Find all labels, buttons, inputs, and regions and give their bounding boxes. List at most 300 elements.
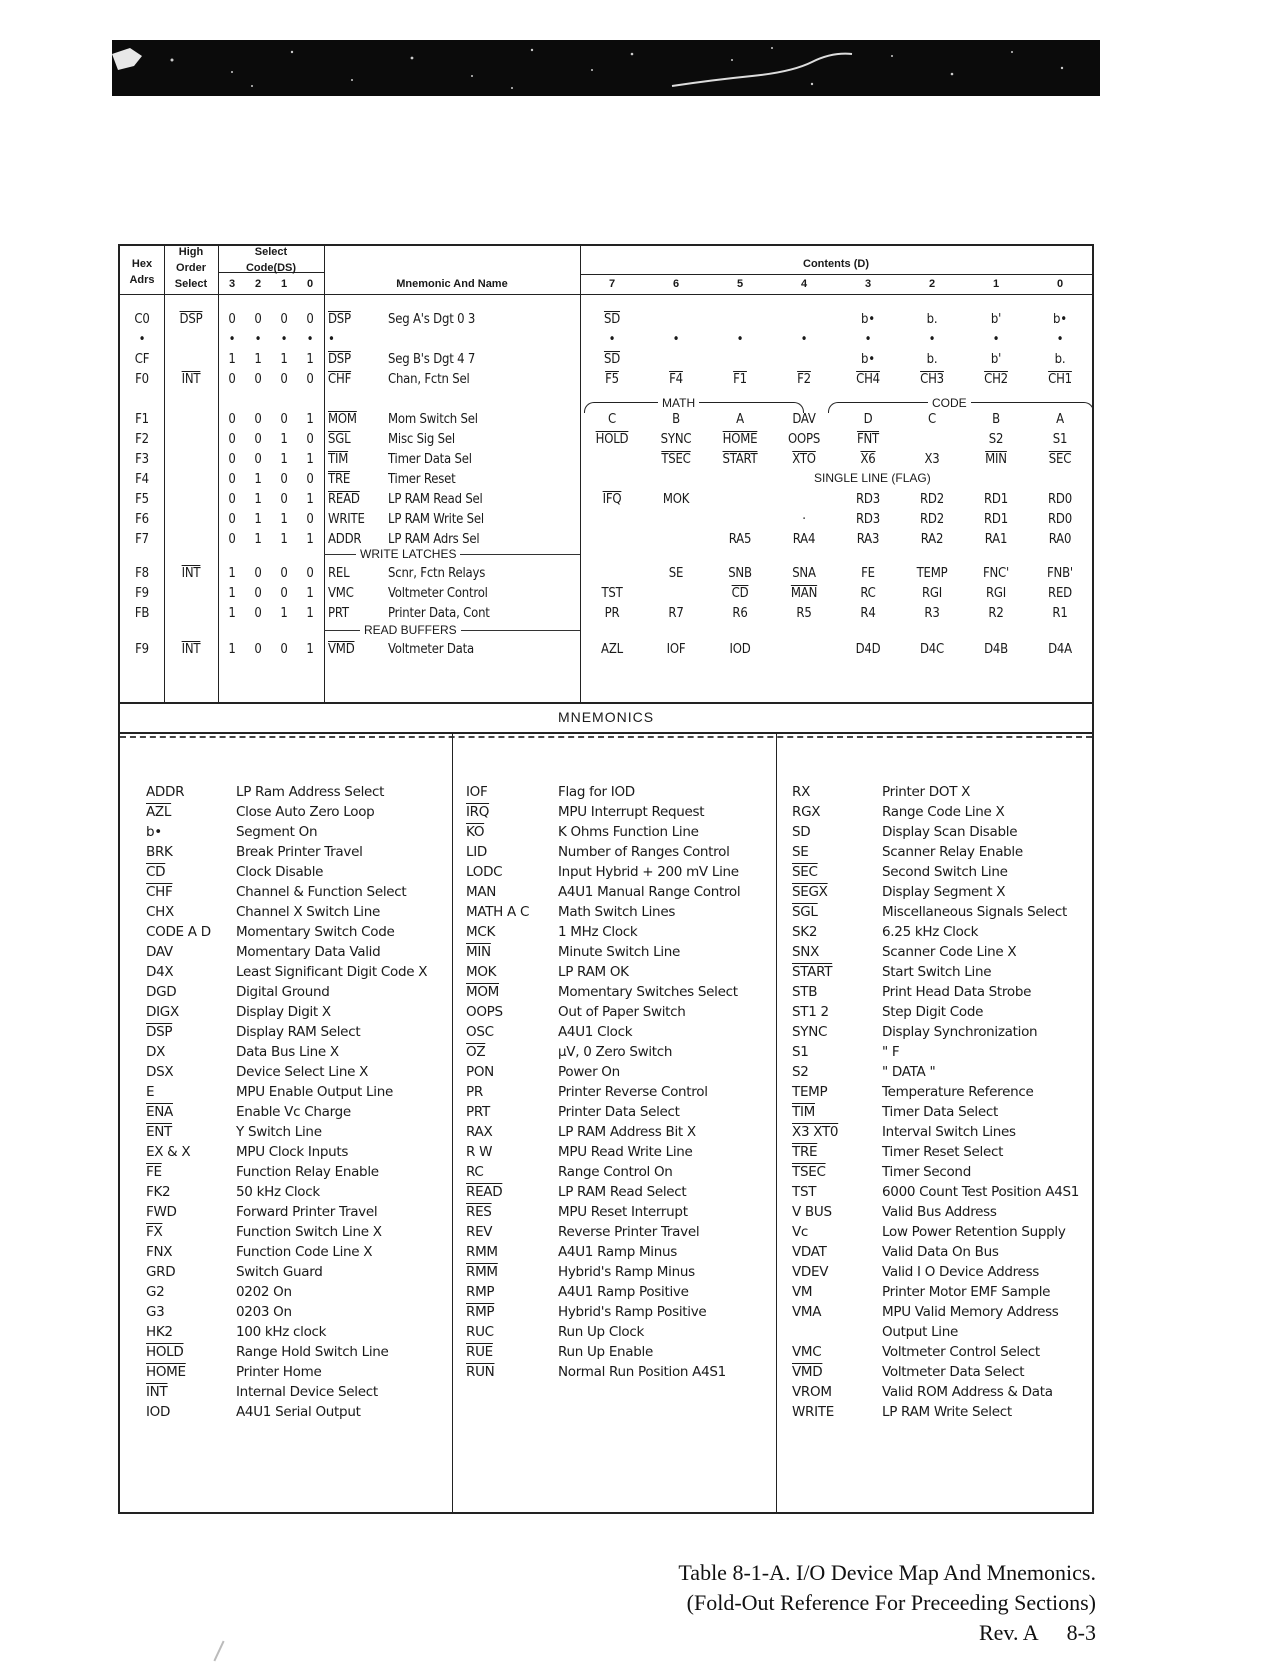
io-device-map-table [118,244,1094,704]
row-content-bit: • [608,332,616,347]
mnemonic-code: RUC [466,1324,494,1340]
row-select-code-bit: • [306,332,314,347]
mnemonic-entry [466,802,768,822]
mnemonic-code: $\overline{AZL}$ [146,804,172,820]
single-line-flag-label: SINGLE LINE (FLAG) [810,471,935,485]
row-content-bit: MOK [662,492,690,507]
row-content-bit: • [672,332,680,347]
mnemonic-description: Printer Motor EMF Sample [882,1284,1051,1300]
mnemonic-code: DAV [146,944,173,960]
row-high-order-select: $\overline{INT}$ [181,566,201,581]
row-content-bit: SNA [792,566,816,581]
row-mnemonic: $\overline{TRE}$ [328,472,351,487]
mnemonic-code: VMC [792,1344,822,1360]
row-hex-address: F4 [135,472,149,487]
mnemonic-code: FWD [146,1204,177,1220]
row-content-bit: RD3 [856,492,880,507]
mnemonic-entry [466,1302,768,1322]
mnemonic-entry [466,1002,768,1022]
row-content-bit: RA0 [1048,532,1072,547]
mnemonic-description: Range Hold Switch Line [236,1344,389,1360]
mnemonic-code: ADDR [146,784,185,800]
row-select-code-bit: 0 [306,312,314,327]
mnemonic-entry [146,1042,444,1062]
mnemonic-code: HOME [146,1364,186,1380]
row-content-bit: $\overline{SD}$ [603,312,621,327]
row-content-bit: RD1 [984,512,1008,527]
row-device-name: LP RAM Read Sel [388,492,483,507]
row-hex-address: F8 [135,566,149,581]
mnemonic-entry [146,1102,444,1122]
row-content-bit: RA2 [920,532,944,547]
row-select-code-bit: 0 [306,512,314,527]
mnemonic-entry [466,1282,768,1302]
mnemonic-code: MATH A C [466,904,530,920]
mnemonic-code: SEGX [792,884,828,900]
row-select-code-bit: 0 [254,432,262,447]
row-content-bit: RD0 [1048,512,1072,527]
row-hex-address: F3 [135,452,149,467]
mnemonic-description: Close Auto Zero Loop [236,804,375,820]
row-mnemonic: $\overline{DSP}$ [328,312,351,327]
mnemonic-description: Forward Printer Travel [236,1204,378,1220]
mnemonic-code: SYNC [792,1024,828,1040]
mnemonic-entry [792,1282,1084,1302]
row-content-bit: b• [861,312,875,327]
row-select-code-bit: • [228,332,236,347]
mnemonic-entry [792,1242,1084,1262]
mnemonic-entry [466,1142,768,1162]
row-content-bit: SYNC [660,432,692,447]
mnemonic-entry [146,1362,444,1382]
mnemonic-description: Interval Switch Lines [882,1124,1016,1140]
mnemonic-description: Display RAM Select [236,1024,361,1040]
row-select-code-bit: 0 [280,412,288,427]
row-select-code-bit: 1 [280,352,288,367]
mnemonic-description: Out of Paper Switch [558,1004,686,1020]
mnemonic-entry [466,862,768,882]
row-content-bit: D4D [855,642,881,657]
mnemonic-code: b• [146,824,162,840]
row-content-bit: TEMP [916,566,948,581]
mnemonic-entry [792,822,1084,842]
row-device-name: Chan, Fctn Sel [388,372,470,387]
row-select-code-bit: 0 [254,372,262,387]
mnemonic-description: Miscellaneous Signals Select [882,904,1067,920]
row-select-code-bit: 1 [280,532,288,547]
mnemonic-description: Channel & Function Select [236,884,407,900]
mnemonic-entry [792,1402,1084,1422]
mnemonic-code: DSX [146,1064,174,1080]
row-content-bit: AZL [601,642,623,657]
row-select-code-bit: 0 [228,432,236,447]
mnemonic-description: Range Control On [558,1164,673,1180]
row-select-code-bit: 0 [280,372,288,387]
mnemonic-description: Start Switch Line [882,964,992,980]
row-content-bit: X3 [924,452,940,467]
mnemonics-column-2 [466,782,768,1382]
row-device-name: Printer Data, Cont [388,606,490,621]
row-select-code-bit: 1 [306,606,314,621]
mnemonic-code: SK2 [792,924,818,940]
row-hex-address: F7 [135,532,149,547]
row-content-bit: HOLD [595,432,629,447]
mnemonics-dashed-divider [120,736,1092,738]
mnemonic-entry [466,1162,768,1182]
mnemonic-entry [146,942,444,962]
row-select-code-bit: 1 [254,512,262,527]
row-content-bit: • [1056,332,1064,347]
row-content-bit: D [863,412,873,427]
row-content-bit: R3 [924,606,940,621]
mnemonic-entry [146,1382,444,1402]
row-content-bit: FE [861,566,875,581]
mnemonic-entry [792,862,1084,882]
mnemonic-description: Printer Reverse Control [558,1084,708,1100]
row-content-bit: CH1 [1048,372,1072,387]
mnemonic-description: Least Significant Digit Code X [236,964,428,980]
mnemonic-entry [146,1322,444,1342]
row-content-bit: FNB' [1047,566,1073,581]
row-select-code-bit: 0 [228,412,236,427]
mnemonic-entry [146,842,444,862]
row-content-bit: b' [990,312,1002,327]
mnemonic-description: " F [882,1044,900,1060]
mnemonic-entry [792,1182,1084,1202]
row-hex-address: F1 [135,412,149,427]
select-bit-0: 0 [306,278,314,290]
row-content-bit: S2 [988,432,1004,447]
mnemonic-entry [146,1282,444,1302]
row-content-bit: b. [1054,352,1066,367]
mnemonic-description: Break Printer Travel [236,844,363,860]
row-content-bit: RA3 [856,532,880,547]
mnemonic-entry [146,982,444,1002]
row-content-bit: $\overline{XTO}$ [792,452,816,467]
mnemonic-entry [792,1222,1084,1242]
mnemonic-description: LP Ram Address Select [236,784,385,800]
row-content-bit: OOPS [787,432,821,447]
row-content-bit: HOME [722,432,758,447]
mnemonic-entry [466,1182,768,1202]
mnemonic-code: $\overline{RMP}$ [466,1304,495,1320]
mnemonic-entry [146,1162,444,1182]
select-bit-3: 3 [228,278,236,290]
mnemonic-code: STB [792,984,818,1000]
mnemonic-entry [146,1262,444,1282]
mnemonic-description: 1 MHz Clock [558,924,638,940]
mnemonic-code: $\overline{DSP}$ [146,1024,173,1040]
select-bit-headers [218,276,324,292]
mnemonic-entry [792,902,1084,922]
mnemonic-entry [466,942,768,962]
content-bit-5: 5 [736,278,744,290]
mnemonic-entry [146,1342,444,1362]
mnemonic-description: Timer Second [882,1164,971,1180]
mnemonic-description: Switch Guard [236,1264,323,1280]
mnemonic-entry [466,1242,768,1262]
row-content-bit: RD3 [856,512,880,527]
row-content-bit: b• [1053,312,1067,327]
row-device-name: Scnr, Fctn Relays [388,566,486,581]
row-mnemonic: $\overline{DSP}$ [328,352,351,367]
row-content-bit: SNB [728,566,752,581]
mnemonic-description: 6000 Count Test Position A4S1 [882,1184,1080,1200]
mnemonic-entry [466,842,768,862]
row-content-bit: D4C [919,642,945,657]
row-content-bit: • [928,332,936,347]
mnemonic-entry [466,1202,768,1222]
row-select-code-bit: 0 [254,452,262,467]
row-content-bit: IOD [729,642,751,657]
mnemonic-description: Power On [558,1064,620,1080]
mnemonic-entry [466,922,768,942]
mnemonic-code: START [792,964,833,980]
mnemonic-description: Run Up Enable [558,1344,654,1360]
content-bit-2: 2 [928,278,936,290]
mnemonic-description: Second Switch Line [882,864,1008,880]
mnemonic-code: G3 [146,1304,165,1320]
row-content-bit: R5 [796,606,812,621]
row-select-code-bit: 1 [254,352,262,367]
mnemonic-description: Scanner Code Line X [882,944,1017,960]
mnemonic-entry [792,982,1084,1002]
mnemonic-code: $\overline{ENA}$ [146,1104,173,1120]
row-content-bit: • [992,332,1000,347]
row-hex-address: F5 [135,492,149,507]
mnemonic-code: IOF [466,784,488,800]
mnemonic-entry [466,1062,768,1082]
mnemonic-description: K Ohms Function Line [558,824,699,840]
mnemonic-description: MPU Clock Inputs [236,1144,349,1160]
row-select-code-bit: 1 [306,412,314,427]
mnemonic-entry [466,902,768,922]
row-select-code-bit: 0 [306,432,314,447]
mnemonic-description: Device Select Line X [236,1064,369,1080]
mnemonic-code: OSC [466,1024,494,1040]
row-mnemonic: PRT [328,606,349,621]
mnemonic-description: 0203 On [236,1304,292,1320]
mnemonic-description: " DATA " [882,1064,936,1080]
row-content-bit: F4 [669,372,683,387]
row-content-bit: RGI [985,586,1007,601]
write-latches-label: WRITE LATCHES [356,547,460,561]
row-device-name: Voltmeter Data [388,642,474,657]
row-content-bit: R7 [668,606,684,621]
mnemonic-code: $\overline{FX}$ [146,1224,163,1240]
mnemonic-description: Hybrid's Ramp Minus [558,1264,695,1280]
mnemonic-description: Internal Device Select [236,1384,378,1400]
row-hex-address: C0 [134,312,150,327]
mnemonic-description: A4U1 Clock [558,1024,633,1040]
mnemonic-description: A4U1 Ramp Positive [558,1284,689,1300]
mnemonic-entry [792,922,1084,942]
row-content-bit: A [736,412,744,427]
mnemonic-description: MPU Read Write Line [558,1144,693,1160]
row-content-bit: C [928,412,936,427]
row-content-bit: RA5 [728,532,752,547]
row-mnemonic: $\overline{CHF}$ [328,372,352,387]
row-select-code-bit: 0 [254,566,262,581]
row-select-code-bit: 0 [280,472,288,487]
mnemonic-code: RMP [466,1284,495,1300]
mnemonic-description: Minute Switch Line [558,944,681,960]
row-select-code-bit: 0 [306,472,314,487]
mnemonics-table [118,734,1094,1514]
mnemonic-description: Printer Data Select [558,1104,680,1120]
mnemonic-entry [466,1362,768,1382]
mnemonic-description: LP RAM OK [558,964,629,980]
mnemonic-description: µV, 0 Zero Switch [558,1044,673,1060]
mnemonic-entry [146,1222,444,1242]
row-hex-address: F9 [135,586,149,601]
mnemonic-description: Digital Ground [236,984,330,1000]
row-select-code-bit: 0 [254,412,262,427]
row-content-bit: RD1 [984,492,1008,507]
mnemonic-code: IOD [146,1404,171,1420]
row-select-code-bit: 1 [228,352,236,367]
caption-subtitle: (Fold-Out Reference For Preceeding Sections) [686,1590,1096,1615]
row-hex-address: F6 [135,512,149,527]
mnemonic-entry [146,902,444,922]
high-order-header-line2: Order [176,262,206,274]
mnemonic-entry [792,1122,1084,1142]
row-select-code-bit: 0 [228,452,236,467]
row-content-bit: B [672,412,680,427]
mnemonic-code: E [146,1084,155,1100]
mnemonic-entry [792,1062,1084,1082]
mnemonic-entry [792,1002,1084,1022]
mnemonic-description: Channel X Switch Line [236,904,381,920]
mnemonic-description: Data Bus Line X [236,1044,339,1060]
row-content-bit: DAV [792,412,816,427]
row-content-bit: • [736,332,744,347]
mnemonic-code: TEMP [792,1084,828,1100]
mnemonic-code: WRITE [792,1404,834,1420]
mnemonic-entry [146,1242,444,1262]
row-hex-address: FB [134,606,150,621]
mnemonic-description: Printer Home [236,1364,322,1380]
mnemonic-description: Voltmeter Data Select [882,1364,1025,1380]
row-content-bit: START [722,452,758,467]
mnemonic-entry [792,1382,1084,1402]
row-device-name: Misc Sig Sel [388,432,455,447]
row-content-bit: RA4 [792,532,816,547]
high-order-header-line1: High [178,246,204,258]
row-select-code-bit: 0 [280,586,288,601]
mnemonic-code: PR [466,1084,483,1100]
mnemonic-entry [466,882,768,902]
mnemonic-code: HOLD [146,1344,184,1360]
row-content-bit: R1 [1052,606,1068,621]
mnemonic-entry [466,982,768,1002]
mnemonic-entry [792,1162,1084,1182]
row-content-bit: F5 [605,372,619,387]
mnemonic-entry [466,1122,768,1142]
mnemonic-code: LODC [466,864,503,880]
row-select-code-bit: 1 [306,642,314,657]
mnemonic-code: R W [466,1144,493,1160]
row-content-bit: $\overline{SEC}$ [1048,452,1072,467]
mnemonic-entry [146,1182,444,1202]
mnemonics-column-1 [146,782,444,1422]
mnemonic-entry [146,1202,444,1222]
mnemonic-code: CODE A D [146,924,211,940]
mnemonic-entry [792,1102,1084,1122]
revision-label: Rev. A [978,1620,1039,1645]
row-content-bit: b. [926,312,938,327]
row-high-order-select: $\overline{DSP}$ [179,312,203,327]
mnemonic-description: Display Synchronization [882,1024,1038,1040]
mnemonic-entry [466,1222,768,1242]
mnemonic-entry [146,822,444,842]
mnemonic-description: MPU Interrupt Request [558,804,705,820]
row-content-bit: TSEC [661,452,691,467]
hex-header-line1: Hex [131,258,153,270]
row-high-order-select: $\overline{INT}$ [181,372,201,387]
row-select-code-bit: 1 [306,586,314,601]
mnemonic-entry [146,1082,444,1102]
row-content-bit: R6 [732,606,748,621]
row-select-code-bit: 1 [254,472,262,487]
mnemonic-code: MOK [466,964,497,980]
row-content-bit: $\overline{MIN}$ [985,452,1007,467]
row-select-code-bit: 0 [228,372,236,387]
row-content-bit: D4B [984,642,1008,657]
mnemonic-description: Number of Ranges Control [558,844,730,860]
mnemonic-description: Momentary Switches Select [558,984,738,1000]
row-content-bit: SE [668,566,684,581]
mnemonic-code: DX [146,1044,166,1060]
mnemonic-description: Low Power Retention Supply [882,1224,1066,1240]
mnemonic-description: Reverse Printer Travel [558,1224,700,1240]
row-select-code-bit: 1 [280,452,288,467]
mnemonic-entry [466,962,768,982]
mnemonic-code: $\overline{MOM}$ [466,984,500,1000]
row-hex-address: CF [134,352,150,367]
row-select-code-bit: 1 [228,586,236,601]
row-select-code-bit: 0 [228,492,236,507]
mnemonic-entry [146,862,444,882]
content-bit-7: 7 [608,278,616,290]
row-content-bit: A [1056,412,1064,427]
contents-header: Contents (D) [803,258,869,270]
mnemonic-code: SE [792,844,809,860]
row-select-code-bit: 1 [280,512,288,527]
mnemonic-description: Segment On [236,824,318,840]
mnemonic-description: 50 kHz Clock [236,1184,320,1200]
row-content-bit: F1 [733,372,747,387]
mnemonic-code: $\overline{IRQ}$ [466,804,490,820]
content-bit-4: 4 [800,278,808,290]
row-content-bit: FNC' [982,566,1010,581]
row-select-code-bit: 1 [254,492,262,507]
mnemonic-entry [146,1062,444,1082]
row-content-bit: $\overline{CD}$ [731,586,749,601]
row-device-name: LP RAM Adrs Sel [388,532,480,547]
mnemonic-code: CHX [146,904,174,920]
mnemonic-entry [146,782,444,802]
row-content-bit: R4 [860,606,876,621]
mnemonic-code: V BUS [792,1204,832,1220]
row-content-bit: RD2 [920,492,944,507]
mnemonic-entry [146,1302,444,1322]
mnemonic-entry [792,1202,1084,1222]
mnemonic-code: $\overline{SEC}$ [792,864,818,880]
mnemonic-code: $\overline{VMD}$ [792,1364,823,1380]
mnemonic-code: VMA [792,1304,822,1320]
row-content-bit: • [800,332,808,347]
